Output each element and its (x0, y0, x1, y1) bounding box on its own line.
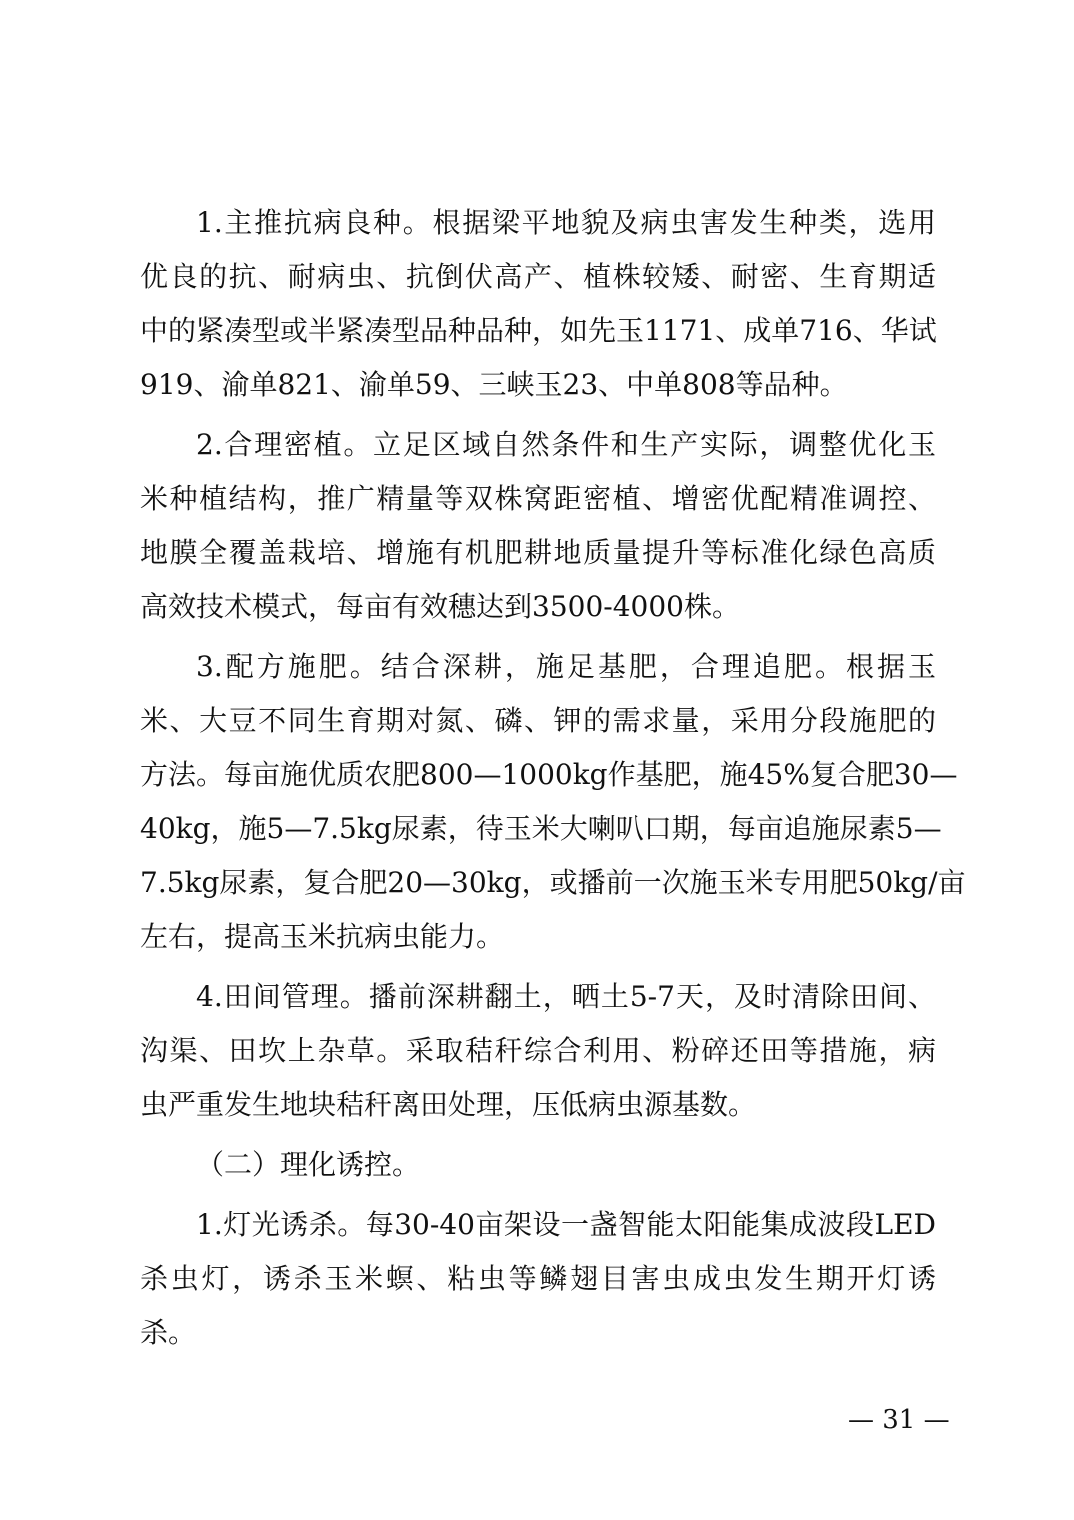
text-line: 方法。每亩施优质农肥800—1000kg作基肥，施45%复合肥30— (140, 758, 958, 791)
text-line: 40kg，施5—7.5kg尿素，待玉米大喇叭口期，每亩追施尿素5— (140, 812, 942, 845)
text-line: 地膜全覆盖栽培、增施有机肥耕地质量提升等标准化绿色高质 (140, 536, 936, 569)
text-line: 919、渝单821、渝单59、三峡玉23、中单808等品种。 (140, 368, 848, 401)
paragraph-dense-planting (140, 418, 936, 634)
text-line: 杀虫灯，诱杀玉米螟、粘虫等鳞翅目害虫成虫发生期开灯诱 (140, 1262, 936, 1295)
page-number: — 31 — (848, 1405, 950, 1435)
text-line: 米种植结构，推广精量等双株窝距密植、增密优配精准调控、 (140, 482, 936, 515)
paragraph-seed-selection (140, 196, 936, 412)
text-line: 杀。 (140, 1316, 197, 1349)
text-line: 左右，提高玉米抗病虫能力。 (140, 920, 505, 953)
text-line: 虫严重发生地块秸秆离田处理，压低病虫源基数。 (140, 1088, 757, 1121)
section-heading-physical-control (140, 1138, 936, 1192)
text-line: 2.合理密植。立足区域自然条件和生产实际，调整优化玉 (196, 428, 936, 461)
section-heading: （二）理化诱控。 (196, 1148, 421, 1181)
text-line: 沟渠、田坎上杂草。采取秸秆综合利用、粉碎还田等措施，病 (140, 1034, 936, 1067)
text-line: 1.灯光诱杀。每30-40亩架设一盏智能太阳能集成波段LED (196, 1208, 936, 1241)
document-body (140, 196, 966, 1366)
text-line: 1.主推抗病良种。根据梁平地貌及病虫害发生种类，选用 (196, 206, 936, 239)
text-line: 高效技术模式，每亩有效穗达到3500-4000株。 (140, 590, 740, 623)
text-line: 7.5kg尿素，复合肥20—30kg，或播前一次施玉米专用肥50kg/亩 (140, 866, 966, 899)
text-line: 中的紧凑型或半紧凑型品种品种，如先玉1171、成单716、华试 (140, 314, 937, 347)
text-line: 4.田间管理。播前深耕翻土，晒土5-7天，及时清除田间、 (196, 980, 936, 1013)
paragraph-field-management (140, 970, 936, 1132)
paragraph-fertilization (140, 640, 966, 964)
text-line: 优良的抗、耐病虫、抗倒伏高产、植株较矮、耐密、生育期适 (140, 260, 936, 293)
text-line: 米、大豆不同生育期对氮、磷、钾的需求量，采用分段施肥的 (140, 704, 936, 737)
text-line: 3.配方施肥。结合深耕，施足基肥，合理追肥。根据玉 (196, 650, 936, 683)
paragraph-light-trapping (140, 1198, 936, 1360)
